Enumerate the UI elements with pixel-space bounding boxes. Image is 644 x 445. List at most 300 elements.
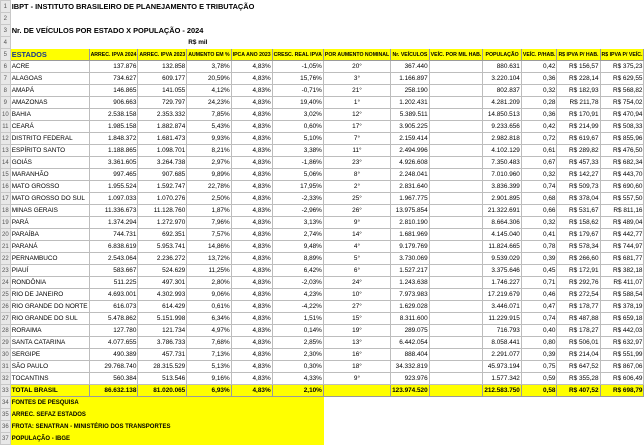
data-cell[interactable]: R$ 178,77 (557, 301, 600, 313)
data-cell[interactable]: 2.248.041 (391, 169, 430, 181)
data-cell[interactable] (429, 229, 483, 241)
data-cell[interactable]: 2.831.640 (391, 181, 430, 193)
data-cell[interactable]: 906.663 (89, 97, 138, 109)
total-cell[interactable]: 212.583.750 (483, 385, 522, 397)
data-cell[interactable]: 9,16% (187, 373, 231, 385)
data-cell[interactable]: R$ 292,76 (557, 277, 600, 289)
data-cell[interactable]: 4,83% (231, 73, 272, 85)
data-cell[interactable] (429, 73, 483, 85)
data-cell[interactable]: R$ 375,23 (600, 61, 644, 73)
empty-cell[interactable] (323, 421, 644, 433)
data-cell[interactable]: 4,83% (231, 337, 272, 349)
data-cell[interactable]: 2,97% (187, 157, 231, 169)
data-cell[interactable]: 4,83% (231, 349, 272, 361)
data-cell[interactable]: 1.681.473 (138, 133, 187, 145)
data-cell[interactable]: 4,83% (231, 133, 272, 145)
empty-cell[interactable] (10, 37, 187, 49)
data-cell[interactable]: 14° (323, 229, 390, 241)
data-cell[interactable]: 1.070.276 (138, 193, 187, 205)
data-cell[interactable]: 583.667 (89, 265, 138, 277)
data-cell[interactable]: 9.179.769 (391, 241, 430, 253)
data-cell[interactable]: 3,38% (272, 145, 323, 157)
data-cell[interactable]: 2,74% (272, 229, 323, 241)
data-cell[interactable]: 258.190 (391, 85, 430, 97)
data-cell[interactable]: 6° (323, 265, 390, 277)
data-cell[interactable] (429, 109, 483, 121)
data-cell[interactable]: 4,83% (231, 265, 272, 277)
data-cell[interactable]: 0,32 (521, 217, 557, 229)
data-cell[interactable]: 1.374.294 (89, 217, 138, 229)
data-cell[interactable]: 6.838.619 (89, 241, 138, 253)
data-cell[interactable]: 11° (323, 145, 390, 157)
row-header[interactable]: 19 (1, 217, 11, 229)
data-cell[interactable]: 4,83% (231, 121, 272, 133)
data-cell[interactable]: 4,83% (231, 301, 272, 313)
data-cell[interactable]: R$ 606,49 (600, 373, 644, 385)
data-cell[interactable]: 132.858 (138, 61, 187, 73)
total-cell[interactable] (323, 385, 390, 397)
data-cell[interactable]: -2,33% (272, 193, 323, 205)
data-cell[interactable]: R$ 557,50 (600, 193, 644, 205)
data-cell[interactable]: R$ 182,93 (557, 85, 600, 97)
row-header[interactable]: 6 (1, 61, 11, 73)
data-cell[interactable] (429, 265, 483, 277)
data-cell[interactable]: -4,22% (272, 301, 323, 313)
data-cell[interactable]: 4.926.608 (391, 157, 430, 169)
data-cell[interactable]: 27° (323, 301, 390, 313)
data-cell[interactable]: 3.375.646 (483, 265, 522, 277)
data-cell[interactable]: 21° (323, 85, 390, 97)
data-cell[interactable]: 22,78% (187, 181, 231, 193)
data-cell[interactable]: R$ 142,27 (557, 169, 600, 181)
data-cell[interactable]: 3.446.071 (483, 301, 522, 313)
data-cell[interactable]: 4,83% (231, 205, 272, 217)
data-cell[interactable]: 513.546 (138, 373, 187, 385)
data-cell[interactable]: 3.836.399 (483, 181, 522, 193)
data-cell[interactable] (429, 349, 483, 361)
row-header[interactable]: 33 (1, 385, 11, 397)
column-header[interactable]: POPULAÇÃO (483, 49, 522, 61)
data-cell[interactable]: 3° (323, 73, 390, 85)
data-cell[interactable]: 2.810.190 (391, 217, 430, 229)
row-header[interactable]: 13 (1, 145, 11, 157)
data-cell[interactable]: 4,83% (231, 193, 272, 205)
data-cell[interactable]: 2.494.996 (391, 145, 430, 157)
data-cell[interactable]: 24,23% (187, 97, 231, 109)
data-cell[interactable]: R$ 744,97 (600, 241, 644, 253)
column-header[interactable]: ESTADOS (10, 49, 89, 61)
row-header[interactable]: 4 (1, 37, 11, 49)
data-cell[interactable]: 0,36 (521, 73, 557, 85)
total-cell[interactable]: 81.020.065 (138, 385, 187, 397)
row-header[interactable]: 11 (1, 121, 11, 133)
data-cell[interactable]: 0,78 (521, 241, 557, 253)
data-cell[interactable] (429, 61, 483, 73)
data-cell[interactable]: -2,03% (272, 277, 323, 289)
data-cell[interactable]: R$ 378,19 (600, 301, 644, 313)
data-cell[interactable]: 1.243.638 (391, 277, 430, 289)
state-name-cell[interactable]: RIO GRANDE DO NORTE (10, 301, 89, 313)
data-cell[interactable]: R$ 578,34 (557, 241, 600, 253)
data-cell[interactable]: 8,89% (272, 253, 323, 265)
state-name-cell[interactable]: AMAZONAS (10, 97, 89, 109)
row-header[interactable]: 3 (1, 25, 11, 37)
data-cell[interactable]: R$ 156,57 (557, 61, 600, 73)
row-header[interactable]: 25 (1, 289, 11, 301)
data-cell[interactable]: 4.145.040 (483, 229, 522, 241)
data-cell[interactable]: 0,60% (272, 121, 323, 133)
data-cell[interactable]: 3,78% (187, 61, 231, 73)
state-name-cell[interactable]: CEARÁ (10, 121, 89, 133)
data-cell[interactable]: -1,05% (272, 61, 323, 73)
state-name-cell[interactable]: RONDÔNIA (10, 277, 89, 289)
data-cell[interactable]: 17.219.679 (483, 289, 522, 301)
data-cell[interactable]: 18° (323, 361, 390, 373)
data-cell[interactable]: 13.975.854 (391, 205, 430, 217)
data-cell[interactable]: 888.404 (391, 349, 430, 361)
state-name-cell[interactable]: MARANHÃO (10, 169, 89, 181)
data-cell[interactable] (429, 289, 483, 301)
data-cell[interactable]: R$ 158,62 (557, 217, 600, 229)
data-cell[interactable] (429, 157, 483, 169)
state-name-cell[interactable]: SERGIPE (10, 349, 89, 361)
row-header[interactable]: 30 (1, 349, 11, 361)
data-cell[interactable]: R$ 214,04 (557, 349, 600, 361)
state-name-cell[interactable]: DISTRITO FEDERAL (10, 133, 89, 145)
state-name-cell[interactable]: RIO DE JANEIRO (10, 289, 89, 301)
data-cell[interactable]: R$ 647,52 (557, 361, 600, 373)
data-cell[interactable]: R$ 172,91 (557, 265, 600, 277)
data-cell[interactable]: 29.768.740 (89, 361, 138, 373)
data-cell[interactable]: 0,67 (521, 157, 557, 169)
column-header[interactable]: CRESC. REAL IPVA (272, 49, 323, 61)
state-name-cell[interactable]: RIO GRANDE DO SUL (10, 313, 89, 325)
total-cell[interactable] (429, 385, 483, 397)
data-cell[interactable]: 2.353.332 (138, 109, 187, 121)
data-cell[interactable]: 4.302.993 (138, 289, 187, 301)
data-cell[interactable]: 10° (323, 289, 390, 301)
data-cell[interactable]: R$ 619,67 (557, 133, 600, 145)
state-name-cell[interactable]: GOIÁS (10, 157, 89, 169)
data-cell[interactable]: 7,13% (187, 349, 231, 361)
state-name-cell[interactable]: RORAIMA (10, 325, 89, 337)
column-header[interactable]: VEÍC. P/HAB. (521, 49, 557, 61)
data-cell[interactable]: 4,83% (231, 109, 272, 121)
data-cell[interactable]: 4,23% (272, 289, 323, 301)
total-cell[interactable]: 2,10% (272, 385, 323, 397)
data-cell[interactable]: 0,39 (521, 349, 557, 361)
data-cell[interactable]: R$ 476,50 (600, 145, 644, 157)
data-cell[interactable]: R$ 659,18 (600, 313, 644, 325)
data-cell[interactable]: 497.301 (138, 277, 187, 289)
data-cell[interactable]: 0,40 (521, 325, 557, 337)
data-cell[interactable]: 4,83% (231, 61, 272, 73)
data-cell[interactable]: 4.077.655 (89, 337, 138, 349)
data-cell[interactable]: 12° (323, 109, 390, 121)
data-cell[interactable]: 1.097.033 (89, 193, 138, 205)
state-name-cell[interactable]: PARÁ (10, 217, 89, 229)
data-cell[interactable] (429, 145, 483, 157)
data-cell[interactable]: -0,71% (272, 85, 323, 97)
data-cell[interactable]: 4° (323, 241, 390, 253)
row-header[interactable]: 22 (1, 253, 11, 265)
data-cell[interactable] (429, 85, 483, 97)
data-cell[interactable]: 1,51% (272, 313, 323, 325)
row-header[interactable]: 27 (1, 313, 11, 325)
row-header[interactable]: 7 (1, 73, 11, 85)
data-cell[interactable]: 2.538.158 (89, 109, 138, 121)
data-cell[interactable]: 744.731 (89, 229, 138, 241)
data-cell[interactable]: 24° (323, 277, 390, 289)
data-cell[interactable]: 1.967.775 (391, 193, 430, 205)
data-cell[interactable]: 616.073 (89, 301, 138, 313)
data-cell[interactable]: 3,13% (272, 217, 323, 229)
data-cell[interactable]: 0,46 (521, 289, 557, 301)
data-cell[interactable]: 4,83% (231, 325, 272, 337)
row-header[interactable]: 14 (1, 157, 11, 169)
data-cell[interactable] (429, 337, 483, 349)
data-cell[interactable]: 4,83% (231, 169, 272, 181)
data-cell[interactable]: 4,83% (231, 289, 272, 301)
total-cell[interactable]: TOTAL BRASIL (10, 385, 89, 397)
data-cell[interactable]: 1° (323, 97, 390, 109)
data-cell[interactable]: 17,95% (272, 181, 323, 193)
data-cell[interactable]: R$ 457,33 (557, 157, 600, 169)
data-cell[interactable] (429, 361, 483, 373)
data-cell[interactable]: 0,71 (521, 277, 557, 289)
column-header[interactable]: POR AUMENTO NOMINAL (323, 49, 390, 61)
data-cell[interactable]: 4,83% (231, 241, 272, 253)
data-cell[interactable]: R$ 442,77 (600, 229, 644, 241)
data-cell[interactable]: 5.953.741 (138, 241, 187, 253)
data-cell[interactable]: 7.973.983 (391, 289, 430, 301)
state-name-cell[interactable]: TOCANTINS (10, 373, 89, 385)
data-cell[interactable]: 4,12% (187, 85, 231, 97)
data-cell[interactable]: 6,42% (272, 265, 323, 277)
data-cell[interactable]: 19,40% (272, 97, 323, 109)
empty-cell[interactable] (323, 433, 644, 445)
data-cell[interactable]: 4,97% (187, 325, 231, 337)
data-cell[interactable]: 0,80 (521, 337, 557, 349)
data-cell[interactable]: 121.734 (138, 325, 187, 337)
data-cell[interactable]: R$ 632,97 (600, 337, 644, 349)
data-cell[interactable]: R$ 214,99 (557, 121, 600, 133)
data-cell[interactable]: 289.075 (391, 325, 430, 337)
data-cell[interactable]: 560.384 (89, 373, 138, 385)
data-cell[interactable]: 2.291.077 (483, 349, 522, 361)
data-cell[interactable]: 20° (323, 61, 390, 73)
data-cell[interactable] (429, 373, 483, 385)
data-cell[interactable] (429, 313, 483, 325)
data-cell[interactable]: 7.350.483 (483, 157, 522, 169)
data-cell[interactable]: 11.824.665 (483, 241, 522, 253)
column-header[interactable]: VEÍC. POR MIL HAB. (429, 49, 483, 61)
data-cell[interactable]: 614.429 (138, 301, 187, 313)
column-header[interactable]: R$ IPVA P/ VEÍC. (600, 49, 644, 61)
data-cell[interactable]: 1.577.342 (483, 373, 522, 385)
data-cell[interactable]: 11.229.915 (483, 313, 522, 325)
data-cell[interactable]: 1.985.158 (89, 121, 138, 133)
data-cell[interactable]: 4,83% (231, 217, 272, 229)
data-cell[interactable] (429, 97, 483, 109)
data-cell[interactable]: 0,45 (521, 265, 557, 277)
data-cell[interactable]: R$ 690,60 (600, 181, 644, 193)
data-cell[interactable]: 802.837 (483, 85, 522, 97)
data-cell[interactable]: -1,86% (272, 157, 323, 169)
data-cell[interactable]: 1.746.227 (483, 277, 522, 289)
data-cell[interactable]: R$ 355,28 (557, 373, 600, 385)
data-cell[interactable] (429, 241, 483, 253)
data-cell[interactable]: 45.973.194 (483, 361, 522, 373)
row-header[interactable]: 10 (1, 109, 11, 121)
data-cell[interactable]: 19° (323, 325, 390, 337)
data-cell[interactable] (429, 325, 483, 337)
row-header[interactable]: 26 (1, 301, 11, 313)
total-cell[interactable]: 123.974.520 (391, 385, 430, 397)
data-cell[interactable]: 9.233.656 (483, 121, 522, 133)
row-header[interactable]: 18 (1, 205, 11, 217)
data-cell[interactable]: 1.098.701 (138, 145, 187, 157)
data-cell[interactable]: 4,83% (231, 145, 272, 157)
data-cell[interactable] (429, 169, 483, 181)
data-cell[interactable]: 8.311.600 (391, 313, 430, 325)
data-cell[interactable]: 7,96% (187, 217, 231, 229)
data-cell[interactable]: 3.264.738 (138, 157, 187, 169)
state-name-cell[interactable]: SANTA CATARINA (10, 337, 89, 349)
data-cell[interactable]: 20,59% (187, 73, 231, 85)
data-cell[interactable]: 141.055 (138, 85, 187, 97)
row-header[interactable]: 21 (1, 241, 11, 253)
row-header[interactable]: 24 (1, 277, 11, 289)
data-cell[interactable]: 7,57% (187, 229, 231, 241)
data-cell[interactable]: R$ 754,02 (600, 97, 644, 109)
data-cell[interactable]: 1.882.874 (138, 121, 187, 133)
data-cell[interactable]: R$ 179,67 (557, 229, 600, 241)
data-cell[interactable]: 4,83% (231, 253, 272, 265)
column-header[interactable]: ARREC. IPVA 2024 (89, 49, 138, 61)
data-cell[interactable]: 0,75 (521, 361, 557, 373)
data-cell[interactable] (429, 133, 483, 145)
row-header[interactable]: 35 (1, 409, 11, 421)
data-cell[interactable]: 1.848.372 (89, 133, 138, 145)
data-cell[interactable]: 0,14% (272, 325, 323, 337)
data-cell[interactable]: R$ 508,33 (600, 121, 644, 133)
data-cell[interactable]: R$ 506,01 (557, 337, 600, 349)
data-cell[interactable]: 4,83% (231, 229, 272, 241)
data-cell[interactable]: 1.527.217 (391, 265, 430, 277)
data-cell[interactable]: R$ 443,70 (600, 169, 644, 181)
data-cell[interactable]: 367.440 (391, 61, 430, 73)
row-header[interactable]: 8 (1, 85, 11, 97)
data-cell[interactable]: 734.627 (89, 73, 138, 85)
data-cell[interactable]: 4,83% (231, 157, 272, 169)
data-cell[interactable]: 8° (323, 169, 390, 181)
data-cell[interactable] (429, 217, 483, 229)
data-cell[interactable] (429, 193, 483, 205)
data-cell[interactable]: 28.315.529 (138, 361, 187, 373)
data-cell[interactable]: 4,83% (231, 181, 272, 193)
empty-cell[interactable] (10, 13, 644, 25)
row-header[interactable]: 15 (1, 169, 11, 181)
data-cell[interactable]: 0,30% (272, 361, 323, 373)
data-cell[interactable]: 3.786.733 (138, 337, 187, 349)
data-cell[interactable]: 0,47 (521, 301, 557, 313)
data-cell[interactable]: R$ 568,82 (600, 85, 644, 97)
data-cell[interactable]: 4.693.001 (89, 289, 138, 301)
row-header[interactable]: 34 (1, 397, 11, 409)
row-header[interactable]: 2 (1, 13, 11, 25)
data-cell[interactable]: 0,32 (521, 169, 557, 181)
data-cell[interactable]: R$ 289,82 (557, 145, 600, 157)
data-cell[interactable]: 1.272.970 (138, 217, 187, 229)
column-header[interactable]: AUMENTO EM % (187, 49, 231, 61)
data-cell[interactable] (429, 121, 483, 133)
data-cell[interactable]: 4,83% (231, 361, 272, 373)
data-cell[interactable]: 0,72 (521, 133, 557, 145)
data-cell[interactable]: 21.322.691 (483, 205, 522, 217)
row-header[interactable]: 12 (1, 133, 11, 145)
data-cell[interactable]: 11.336.673 (89, 205, 138, 217)
data-cell[interactable]: 907.685 (138, 169, 187, 181)
data-cell[interactable]: 1.188.865 (89, 145, 138, 157)
row-header[interactable]: 29 (1, 337, 11, 349)
data-cell[interactable]: 2,30% (272, 349, 323, 361)
data-cell[interactable]: 609.177 (138, 73, 187, 85)
data-cell[interactable]: R$ 411,07 (600, 277, 644, 289)
state-name-cell[interactable]: SÃO PAULO (10, 361, 89, 373)
data-cell[interactable]: 4,83% (231, 97, 272, 109)
data-cell[interactable]: 0,28 (521, 97, 557, 109)
state-name-cell[interactable]: MATO GROSSO DO SUL (10, 193, 89, 205)
data-cell[interactable]: 3.220.104 (483, 73, 522, 85)
state-name-cell[interactable]: ALAGOAS (10, 73, 89, 85)
data-cell[interactable]: R$ 228,14 (557, 73, 600, 85)
data-cell[interactable]: 0,32 (521, 85, 557, 97)
data-cell[interactable]: R$ 855,96 (600, 133, 644, 145)
data-cell[interactable]: 1.955.524 (89, 181, 138, 193)
data-cell[interactable]: R$ 681,77 (600, 253, 644, 265)
state-name-cell[interactable]: PARANÁ (10, 241, 89, 253)
data-cell[interactable]: 0,41 (521, 229, 557, 241)
empty-cell[interactable] (323, 409, 644, 421)
data-cell[interactable]: 9,93% (187, 133, 231, 145)
data-cell[interactable]: 2.236.272 (138, 253, 187, 265)
state-name-cell[interactable]: AMAPÁ (10, 85, 89, 97)
data-cell[interactable]: 11,25% (187, 265, 231, 277)
data-cell[interactable] (429, 301, 483, 313)
data-cell[interactable]: 13° (323, 337, 390, 349)
data-cell[interactable]: R$ 272,54 (557, 289, 600, 301)
data-cell[interactable] (429, 181, 483, 193)
data-cell[interactable]: 5° (323, 253, 390, 265)
data-cell[interactable]: 5.151.998 (138, 313, 187, 325)
data-cell[interactable]: 0,59 (521, 373, 557, 385)
data-cell[interactable]: 490.389 (89, 349, 138, 361)
data-cell[interactable]: 1.592.747 (138, 181, 187, 193)
data-cell[interactable]: 5,06% (272, 169, 323, 181)
data-cell[interactable]: R$ 178,27 (557, 325, 600, 337)
data-cell[interactable]: 8.664.306 (483, 217, 522, 229)
data-cell[interactable]: 716.793 (483, 325, 522, 337)
data-cell[interactable]: 0,39 (521, 253, 557, 265)
data-cell[interactable]: 1.681.969 (391, 229, 430, 241)
row-header[interactable]: 23 (1, 265, 11, 277)
state-name-cell[interactable]: ACRE (10, 61, 89, 73)
row-header[interactable]: 17 (1, 193, 11, 205)
data-cell[interactable]: R$ 811,16 (600, 205, 644, 217)
data-cell[interactable]: 2,50% (187, 193, 231, 205)
total-cell[interactable]: 6,93% (187, 385, 231, 397)
